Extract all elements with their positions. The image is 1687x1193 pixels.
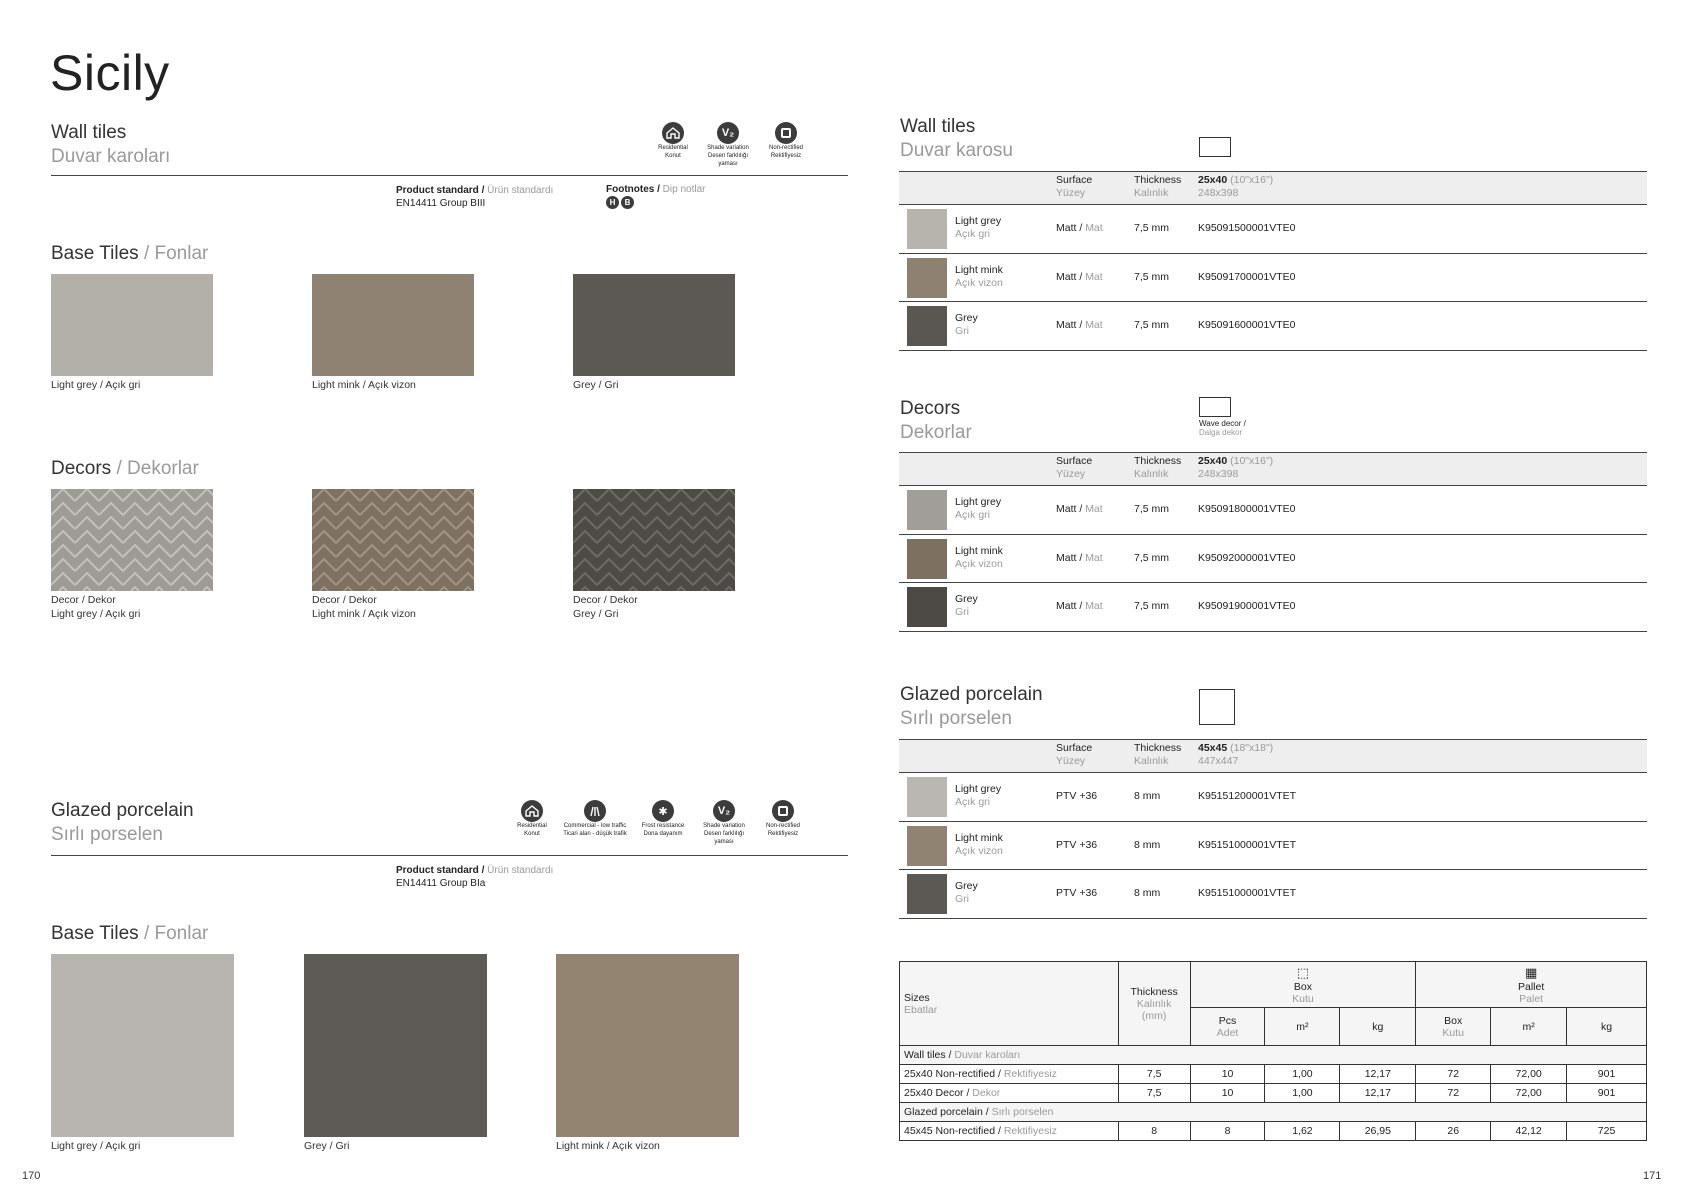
product-name: Grey Gri <box>955 593 978 618</box>
surface-value: Matt / Mat <box>1056 600 1103 612</box>
box-header: ⬚ Box Kutu <box>1190 962 1416 1008</box>
thickness-value: 7,5 mm <box>1134 503 1170 515</box>
divider <box>51 175 848 176</box>
page-number: 170 <box>22 1170 41 1182</box>
non-rectified-icon-group: Non-rectified Rektifiyesiz <box>755 800 811 838</box>
wall-tiles-title: Wall tiles <box>900 116 976 137</box>
product-code: K95091900001VTE0 <box>1198 600 1296 612</box>
size-outline-icon <box>1199 137 1231 157</box>
commercial-traffic-icon <box>584 800 606 822</box>
decor-caption: Decor / Dekor Light mink / Açık vizon <box>312 594 416 620</box>
product-code: K95091700001VTE0 <box>1198 271 1296 283</box>
tile-caption: Light grey / Açık gri <box>51 1140 141 1152</box>
product-code: K95091800001VTE0 <box>1198 503 1296 515</box>
tile-swatch <box>51 954 234 1137</box>
product-swatch <box>907 777 947 817</box>
product-name: Grey Gri <box>955 312 978 337</box>
non-rectified-icon <box>775 122 797 144</box>
decors-heading: Decors / Dekorlar <box>51 458 199 479</box>
thickness-value: 8 mm <box>1134 887 1161 899</box>
box-icon: ⬚ <box>1296 964 1310 980</box>
page-number: 171 <box>1643 1170 1662 1182</box>
product-name: Light mink Açık vizon <box>955 832 1003 857</box>
table-row: 25x40 Decor / Dekor 7,5 10 1,00 12,17 72 72,00 901 <box>900 1084 1647 1103</box>
shade-variation-icon-group: V₂ Shade variation Desen farklılığı yaması <box>700 122 756 168</box>
product-name: Light grey Açık gri <box>955 496 1002 521</box>
decors-subtitle: Dekorlar <box>900 422 972 443</box>
surface-value: Matt / Mat <box>1056 271 1103 283</box>
decor-swatch <box>312 489 474 591</box>
wave-decor-label: Wave decor / Dalga dekor <box>1199 419 1246 437</box>
product-standard: Product standard / Ürün standardı EN14411 Group BIII <box>396 185 554 209</box>
decor-caption: Decor / Dekor Light grey / Açık gri <box>51 594 141 620</box>
divider <box>51 855 848 856</box>
thickness-value: 8 mm <box>1134 839 1161 851</box>
decor-swatch <box>51 489 213 591</box>
porcelain-title: Glazed porcelain <box>51 800 194 821</box>
size-outline-icon <box>1199 397 1231 417</box>
tile-caption: Grey / Gri <box>573 379 619 391</box>
decor-swatch <box>573 489 735 591</box>
product-swatch <box>907 587 947 627</box>
thickness-value: 7,5 mm <box>1134 600 1170 612</box>
packing-table: Sizes Ebatlar Thickness Kalınlık (mm) ⬚ Box Kutu ▦ Pallet Palet Pcs Adet m² kg Box Kutu m² kg Wall tiles / Duvar karoları 25x40 Non-rectified / Rektifiyesiz 7,5 10 1,00 12,17 72 72,00 901 25x40 Decor / Dekor 7,5 10 1,00 12,17 72 72,00 901 Glazed porcelain / Sırlı porselen 45x45 Non-rectified / Rektifiyesiz 8 8 1,62 26,95 26 42,12 725 <box>899 961 1647 1141</box>
decors-title: Decors <box>900 398 961 419</box>
group-row: Wall tiles / Duvar karoları <box>900 1046 1647 1065</box>
tile-caption: Grey / Gri <box>304 1140 350 1152</box>
residential-icon-group: Residential Konut <box>645 122 701 160</box>
product-swatch <box>907 539 947 579</box>
product-swatch <box>907 258 947 298</box>
product-code: K95151200001VTET <box>1198 790 1297 802</box>
base-tiles-heading: Base Tiles / Fonlar <box>51 243 209 264</box>
surface-value: Matt / Mat <box>1056 552 1103 564</box>
product-standard: Product standard / Ürün standardı EN14411 Group BIa <box>396 865 554 889</box>
size-outline-icon <box>1199 689 1235 725</box>
product-name: Light grey Açık gri <box>955 783 1002 808</box>
pallet-header: ▦ Pallet Palet <box>1416 962 1647 1008</box>
group-row: Glazed porcelain / Sırlı porselen <box>900 1103 1647 1122</box>
surface-value: Matt / Mat <box>1056 319 1103 331</box>
tile-swatch <box>51 274 213 376</box>
porcelain-subtitle: Sırlı porselen <box>51 824 163 845</box>
tile-caption: Light mink / Açık vizon <box>556 1140 660 1152</box>
product-code: K95092000001VTE0 <box>1198 552 1296 564</box>
residential-icon-group: Residential Konut <box>504 800 560 838</box>
product-swatch <box>907 209 947 249</box>
tile-swatch <box>312 274 474 376</box>
product-code: K95151000001VTET <box>1198 839 1297 851</box>
residential-icon <box>521 800 543 822</box>
product-name: Grey Gri <box>955 880 978 905</box>
footnote-h-badge: H <box>606 196 619 209</box>
thickness-value: 7,5 mm <box>1134 319 1170 331</box>
commercial-traffic-icon-group: Commercial - low traffic Ticari alan - düşük trafik <box>560 800 630 838</box>
surface-value: PTV +36 <box>1056 887 1098 899</box>
wall-tiles-title: Wall tiles <box>51 122 127 143</box>
shade-variation-icon: V₂ <box>717 122 739 144</box>
product-swatch <box>907 826 947 866</box>
thickness-header: Thickness Kalınlık (mm) <box>1118 962 1190 1046</box>
product-name: Light mink Açık vizon <box>955 264 1003 289</box>
tile-swatch <box>304 954 487 1137</box>
product-code: K95091600001VTE0 <box>1198 319 1296 331</box>
porcelain-subtitle: Sırlı porselen <box>900 708 1012 729</box>
tile-swatch <box>556 954 739 1137</box>
footnotes: Footnotes / Dip notlar H B <box>606 184 706 207</box>
product-swatch <box>907 490 947 530</box>
wall-tiles-subtitle: Duvar karoları <box>51 146 171 167</box>
surface-value: Matt / Mat <box>1056 503 1103 515</box>
product-swatch <box>907 306 947 346</box>
page-title: Sicily <box>50 45 170 101</box>
wall-tiles-subtitle: Duvar karosu <box>900 140 1013 161</box>
frost-resistance-icon-group: ✱ Frost resistance Dona dayanım <box>635 800 691 838</box>
pallet-icon: ▦ <box>1524 964 1538 980</box>
product-code: K95091500001VTE0 <box>1198 222 1296 234</box>
non-rectified-icon <box>772 800 794 822</box>
thickness-value: 8 mm <box>1134 790 1161 802</box>
porcelain-title: Glazed porcelain <box>900 684 1043 705</box>
non-rectified-icon-group: Non-rectified Rektifiyesiz <box>758 122 814 160</box>
tile-swatch <box>573 274 735 376</box>
tile-caption: Light mink / Açık vizon <box>312 379 416 391</box>
product-code: K95151000001VTET <box>1198 887 1297 899</box>
tile-caption: Light grey / Açık gri <box>51 379 141 391</box>
frost-resistance-icon: ✱ <box>652 800 674 822</box>
thickness-value: 7,5 mm <box>1134 552 1170 564</box>
surface-value: Matt / Mat <box>1056 222 1103 234</box>
thickness-value: 7,5 mm <box>1134 271 1170 283</box>
base-tiles-heading: Base Tiles / Fonlar <box>51 923 209 944</box>
product-name: Light grey Açık gri <box>955 215 1002 240</box>
decor-caption: Decor / Dekor Grey / Gri <box>573 594 638 620</box>
shade-variation-icon: V₂ <box>713 800 735 822</box>
table-row: 45x45 Non-rectified / Rektifiyesiz 8 8 1,62 26,95 26 42,12 725 <box>900 1122 1647 1141</box>
product-name: Light mink Açık vizon <box>955 545 1003 570</box>
footnote-b-badge: B <box>621 196 634 209</box>
surface-value: PTV +36 <box>1056 839 1098 851</box>
product-swatch <box>907 874 947 914</box>
shade-variation-icon-group: V₂ Shade variation Desen farklılığı yaması <box>696 800 752 846</box>
surface-value: PTV +36 <box>1056 790 1098 802</box>
sizes-header: Sizes Ebatlar <box>900 962 1119 1046</box>
thickness-value: 7,5 mm <box>1134 222 1170 234</box>
table-row: 25x40 Non-rectified / Rektifiyesiz 7,5 10 1,00 12,17 72 72,00 901 <box>900 1065 1647 1084</box>
residential-icon <box>662 122 684 144</box>
